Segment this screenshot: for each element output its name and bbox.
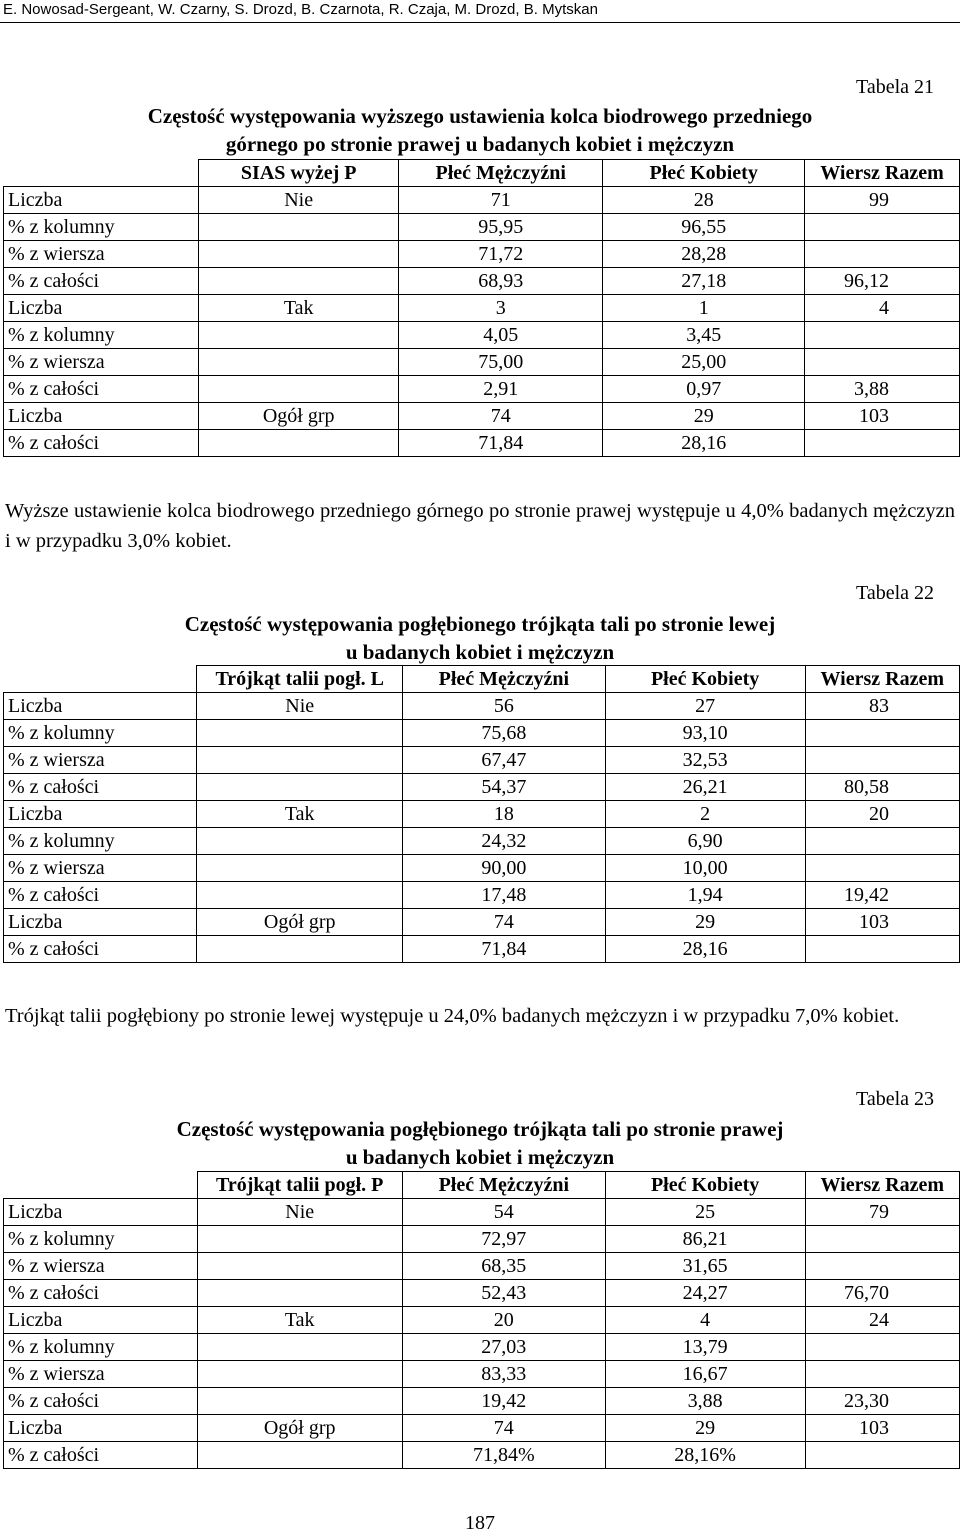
value-cell: 2: [605, 801, 805, 828]
table-row: [4, 241, 960, 268]
value-cell: 75,00: [399, 349, 603, 376]
column-header: Płeć Mężczyźni: [402, 666, 605, 693]
page-number: 187: [465, 1512, 495, 1534]
row-label-cell: % z całości: [4, 1388, 198, 1415]
row-group-cell: [197, 1280, 402, 1307]
row-group-cell: [199, 376, 399, 403]
value-cell: 10,00: [605, 855, 805, 882]
value-cell: 31,65: [605, 1253, 805, 1280]
row-label-cell: % z całości: [4, 430, 199, 457]
row-group-cell: [197, 774, 403, 801]
row-label-cell: % z wiersza: [4, 1253, 198, 1280]
table-row: [4, 214, 960, 241]
value-cell: 96,55: [603, 214, 805, 241]
row-group-cell: [197, 936, 403, 963]
row-label-cell: % z całości: [4, 1442, 198, 1469]
row-group-cell: [197, 1442, 402, 1469]
row-label-cell: Liczba: [4, 295, 199, 322]
column-header: SIAS wyżej P: [199, 160, 399, 187]
table-21-label: Tabela 21: [856, 76, 935, 98]
row-label-cell: Liczba: [4, 693, 197, 720]
table-23-label: Tabela 23: [856, 1088, 935, 1110]
table-row: [4, 1280, 960, 1307]
value-cell: [805, 828, 960, 855]
row-label-cell: Liczba: [4, 909, 197, 936]
table-row: [4, 693, 960, 720]
value-cell: 24,32: [402, 828, 605, 855]
row-group-cell: [197, 1334, 402, 1361]
column-header: Płeć Kobiety: [605, 666, 805, 693]
table-row: [4, 430, 960, 457]
value-cell: 93,10: [605, 720, 805, 747]
row-group-cell: [197, 720, 403, 747]
row-group-cell: [199, 268, 399, 295]
value-cell: [805, 1253, 960, 1280]
value-cell: [805, 241, 960, 268]
value-cell: 71,84: [399, 430, 603, 457]
value-cell: 95,95: [399, 214, 603, 241]
table-row: [4, 1307, 960, 1334]
table-23: [3, 1171, 960, 1469]
row-group-cell: [199, 322, 399, 349]
table-row: [4, 187, 960, 214]
value-cell: 16,67: [605, 1361, 805, 1388]
value-cell: 71: [399, 187, 603, 214]
value-cell: 86,21: [605, 1226, 805, 1253]
row-label-cell: Liczba: [4, 801, 197, 828]
value-cell: 83: [805, 693, 960, 720]
value-cell: [805, 747, 960, 774]
header-rule: [0, 22, 960, 23]
value-cell: 29: [605, 909, 805, 936]
row-group-cell: Tak: [197, 1307, 402, 1334]
column-header: Płeć Mężczyźni: [402, 1172, 605, 1199]
value-cell: 32,53: [605, 747, 805, 774]
value-cell: 103: [805, 1415, 960, 1442]
value-cell: 3: [399, 295, 603, 322]
row-group-cell: [197, 855, 403, 882]
value-cell: 4: [805, 295, 960, 322]
value-cell: 28,16: [605, 936, 805, 963]
row-label-cell: % z całości: [4, 774, 197, 801]
value-cell: 27,18: [603, 268, 805, 295]
row-group-cell: [197, 1226, 402, 1253]
value-cell: 3,45: [603, 322, 805, 349]
value-cell: 54: [402, 1199, 605, 1226]
value-cell: 3,88: [605, 1388, 805, 1415]
value-cell: 96,12: [805, 268, 960, 295]
value-cell: 71,72: [399, 241, 603, 268]
value-cell: [805, 1361, 960, 1388]
row-label-cell: % z wiersza: [4, 747, 197, 774]
row-group-cell: [197, 1388, 402, 1415]
value-cell: [805, 430, 960, 457]
table-22-label: Tabela 22: [856, 582, 935, 604]
value-cell: 23,30: [805, 1388, 960, 1415]
table-header-row: [4, 666, 960, 693]
value-cell: 27: [605, 693, 805, 720]
table-row: [4, 1253, 960, 1280]
value-cell: 29: [603, 403, 805, 430]
table-21-caption-line1: Częstość występowania wyższego ustawienia kolca biodrowego przedniego: [147, 104, 813, 128]
column-header: Płeć Mężczyźni: [399, 160, 603, 187]
value-cell: 25,00: [603, 349, 805, 376]
value-cell: 68,93: [399, 268, 603, 295]
table-row: [4, 774, 960, 801]
column-header: Trójkąt talii pogł. P: [197, 1172, 402, 1199]
value-cell: [805, 214, 960, 241]
value-cell: [805, 720, 960, 747]
data-table: [3, 159, 960, 457]
value-cell: 20: [402, 1307, 605, 1334]
row-label-cell: % z całości: [4, 1280, 198, 1307]
row-label-cell: % z całości: [4, 376, 199, 403]
value-cell: [805, 322, 960, 349]
value-cell: 25: [605, 1199, 805, 1226]
value-cell: 29: [605, 1415, 805, 1442]
row-label-cell: % z wiersza: [4, 855, 197, 882]
column-header: Trójkąt talii pogł. L: [197, 666, 403, 693]
value-cell: [805, 1334, 960, 1361]
value-cell: 2,91: [399, 376, 603, 403]
table-23-caption-line2: u badanych kobiet i mężczyzn: [345, 1145, 615, 1169]
table-row: [4, 295, 960, 322]
value-cell: 83,33: [402, 1361, 605, 1388]
paragraph-triangle-left: Trójkąt talii pogłębiony po stronie lewej występuje u 24,0% badanych mężczyzn i w przypadku 7,0% kobiet.: [5, 1005, 900, 1027]
value-cell: 18: [402, 801, 605, 828]
row-group-cell: Ogół grp: [197, 909, 403, 936]
header-blank-cell: [4, 160, 199, 187]
value-cell: 1,94: [605, 882, 805, 909]
value-cell: 28,16: [603, 430, 805, 457]
row-label-cell: Liczba: [4, 403, 199, 430]
row-label-cell: % z kolumny: [4, 720, 197, 747]
row-label-cell: Liczba: [4, 187, 199, 214]
table-row: [4, 1226, 960, 1253]
value-cell: 52,43: [402, 1280, 605, 1307]
table-row: [4, 747, 960, 774]
row-label-cell: % z kolumny: [4, 828, 197, 855]
value-cell: 67,47: [402, 747, 605, 774]
table-row: [4, 882, 960, 909]
row-label-cell: % z kolumny: [4, 214, 199, 241]
value-cell: 24: [805, 1307, 960, 1334]
row-label-cell: % z całości: [4, 268, 199, 295]
row-label-cell: % z całości: [4, 936, 197, 963]
row-group-cell: [197, 747, 403, 774]
row-label-cell: % z kolumny: [4, 1334, 198, 1361]
value-cell: 80,58: [805, 774, 960, 801]
value-cell: 28: [603, 187, 805, 214]
row-group-cell: Nie: [197, 1199, 402, 1226]
column-header: Wiersz Razem: [805, 160, 960, 187]
table-row: [4, 268, 960, 295]
row-group-cell: [199, 349, 399, 376]
table-row: [4, 1334, 960, 1361]
table-row: [4, 322, 960, 349]
row-label-cell: Liczba: [4, 1307, 198, 1334]
table-21: [3, 159, 960, 457]
table-21-caption-line2: górnego po stronie prawej u badanych kobiet i mężczyzn: [225, 132, 735, 156]
value-cell: 79: [805, 1199, 960, 1226]
table-row: [4, 936, 960, 963]
value-cell: 13,79: [605, 1334, 805, 1361]
value-cell: 24,27: [605, 1280, 805, 1307]
value-cell: 99: [805, 187, 960, 214]
value-cell: [805, 1442, 960, 1469]
running-header: E. Nowosad-Sergeant, W. Czarny, S. Drozd, B. Czarnota, R. Czaja, M. Drozd, B. Mytskan: [3, 1, 598, 18]
value-cell: 71,84%: [402, 1442, 605, 1469]
table-row: [4, 376, 960, 403]
value-cell: 74: [402, 1415, 605, 1442]
row-group-cell: Nie: [197, 693, 403, 720]
value-cell: 0,97: [603, 376, 805, 403]
value-cell: 26,21: [605, 774, 805, 801]
table-22-caption-line1: Częstość występowania pogłębionego trójkąta tali po stronie lewej: [184, 612, 776, 636]
value-cell: 19,42: [402, 1388, 605, 1415]
table-row: [4, 1361, 960, 1388]
value-cell: 6,90: [605, 828, 805, 855]
paragraph-sias: Wyższe ustawienie kolca biodrowego przedniego górnego po stronie prawej występuje u 4,0% badanych mężczyzn i w przypadku 3,0% kobiet.: [5, 500, 955, 552]
column-header: Wiersz Razem: [805, 666, 960, 693]
value-cell: 72,97: [402, 1226, 605, 1253]
data-table: [3, 665, 960, 963]
value-cell: 103: [805, 909, 960, 936]
table-row: [4, 801, 960, 828]
row-label-cell: % z całości: [4, 882, 197, 909]
value-cell: 4: [605, 1307, 805, 1334]
row-group-cell: Nie: [199, 187, 399, 214]
table-row: [4, 855, 960, 882]
value-cell: 71,84: [402, 936, 605, 963]
table-row: [4, 1199, 960, 1226]
value-cell: 3,88: [805, 376, 960, 403]
column-header: Wiersz Razem: [805, 1172, 960, 1199]
value-cell: 76,70: [805, 1280, 960, 1307]
table-22: [3, 665, 960, 963]
value-cell: 68,35: [402, 1253, 605, 1280]
table-22-caption-line2: u badanych kobiet i mężczyzn: [345, 640, 615, 664]
table-header-row: [4, 160, 960, 187]
row-group-cell: [197, 1361, 402, 1388]
row-group-cell: [199, 214, 399, 241]
value-cell: 28,16%: [605, 1442, 805, 1469]
value-cell: 54,37: [402, 774, 605, 801]
row-group-cell: Tak: [199, 295, 399, 322]
table-row: [4, 403, 960, 430]
table-row: [4, 1442, 960, 1469]
table-row: [4, 828, 960, 855]
value-cell: 56: [402, 693, 605, 720]
value-cell: 74: [399, 403, 603, 430]
row-label-cell: % z kolumny: [4, 1226, 198, 1253]
table-row: [4, 1388, 960, 1415]
data-table: [3, 1171, 960, 1469]
value-cell: 28,28: [603, 241, 805, 268]
row-label-cell: % z kolumny: [4, 322, 199, 349]
row-label-cell: % z wiersza: [4, 349, 199, 376]
value-cell: 19,42: [805, 882, 960, 909]
header-blank-cell: [4, 666, 197, 693]
table-header-row: [4, 1172, 960, 1199]
table-row: [4, 909, 960, 936]
row-label-cell: % z wiersza: [4, 241, 199, 268]
value-cell: [805, 1226, 960, 1253]
value-cell: [805, 936, 960, 963]
value-cell: 74: [402, 909, 605, 936]
value-cell: 20: [805, 801, 960, 828]
value-cell: 1: [603, 295, 805, 322]
value-cell: 75,68: [402, 720, 605, 747]
row-group-cell: [199, 241, 399, 268]
row-group-cell: [197, 828, 403, 855]
table-23-caption-line1: Częstość występowania pogłębionego trójkąta tali po stronie prawej: [176, 1117, 784, 1141]
header-blank-cell: [4, 1172, 198, 1199]
column-header: Płeć Kobiety: [605, 1172, 805, 1199]
row-group-cell: Tak: [197, 801, 403, 828]
row-label-cell: Liczba: [4, 1199, 198, 1226]
value-cell: 27,03: [402, 1334, 605, 1361]
row-group-cell: Ogół grp: [199, 403, 399, 430]
table-row: [4, 349, 960, 376]
row-label-cell: % z wiersza: [4, 1361, 198, 1388]
row-group-cell: Ogół grp: [197, 1415, 402, 1442]
table-row: [4, 720, 960, 747]
row-group-cell: [197, 1253, 402, 1280]
row-label-cell: Liczba: [4, 1415, 198, 1442]
row-group-cell: [199, 430, 399, 457]
table-row: [4, 1415, 960, 1442]
value-cell: [805, 349, 960, 376]
value-cell: [805, 855, 960, 882]
value-cell: 90,00: [402, 855, 605, 882]
value-cell: 4,05: [399, 322, 603, 349]
column-header: Płeć Kobiety: [603, 160, 805, 187]
row-group-cell: [197, 882, 403, 909]
value-cell: 17,48: [402, 882, 605, 909]
value-cell: 103: [805, 403, 960, 430]
